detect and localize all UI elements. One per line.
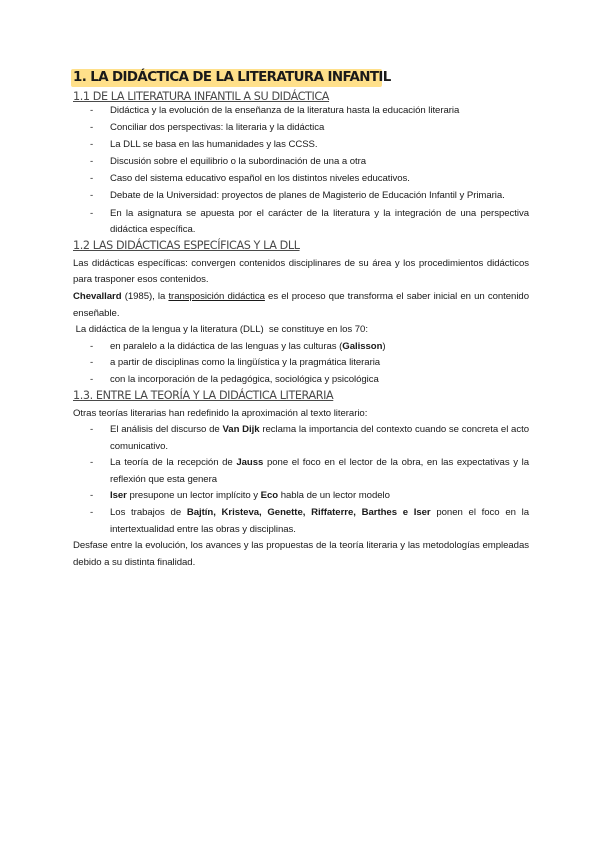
- list-item: - Los trabajos de Bajtín, Kristeva, Genette, Riffaterre, Barthes e Iser ponen el foco en la intertextualidad entre las obras y disciplinas.: [110, 505, 529, 538]
- list-item: - a partir de disciplinas como la lingüística y la pragmática literaria: [110, 355, 529, 372]
- author-iser: Iser: [110, 490, 127, 502]
- section-heading-1-3: 1.3. ENTRE LA TEORÍA Y LA DIDÁCTICA LITERARIA: [73, 388, 334, 402]
- author-jauss: Jauss: [236, 457, 264, 469]
- list-item: - La teoría de la recepción de Jauss pone el foco en el lector de la obra, en las expectativas y la reflexión que esta genera: [110, 455, 529, 488]
- authors-intertextualidad: Bajtín, Kristeva, Genette, Riffaterre, Barthes e Iser: [186, 507, 431, 519]
- section-1-1-list: [73, 103, 529, 239]
- list-item: - Debate de la Universidad: proyectos de planes de Magisterio de Educación Infantil y Primaria.: [110, 188, 529, 205]
- list-item: - Conciliar dos perspectivas: la literaria y la didáctica: [110, 120, 529, 137]
- section-heading-1-1: 1.1 DE LA LITERATURA INFANTIL A SU DIDÁCTICA: [73, 90, 330, 103]
- author-galisson: Galisson: [342, 340, 383, 352]
- paragraph-closing: Desfase entre la evolución, los avances y las propuestas de la teoría literaria y las metodologías empleadas debido a su distinta finalidad.: [73, 540, 529, 568]
- paragraph-especificas: Las didácticas específicas: convergen contenidos disciplinares de su área y los procedimientos didácticos para trasponer esos contenidos.: [73, 257, 529, 286]
- list-item: - En la asignatura se apuesta por el carácter de la literatura y la integración de una perspectiva didáctica específica.: [110, 206, 529, 239]
- list-item: - La DLL se basa en las humanidades y las CCSS.: [110, 137, 529, 154]
- term-transposicion: transposición didáctica: [168, 290, 265, 302]
- author-eco: Eco: [260, 490, 279, 502]
- list-item: - Didáctica y la evolución de la enseñanza de la literatura hasta la educación literaria: [110, 103, 529, 120]
- paragraph-intro: Otras teorías literarias han redefinido la aproximación al texto literario:: [73, 407, 368, 419]
- paragraph-dll: La didáctica de la lengua y la literatura (DLL) se constituye en los 70:: [73, 324, 368, 336]
- author-van-dijk: Van Dijk: [222, 424, 260, 436]
- document-page: [73, 66, 529, 571]
- page-title: 1. LA DIDÁCTICA DE LA LITERATURA INFANTIL: [73, 70, 391, 85]
- list-item: - Iser presupone un lector implícito y Eco habla de un lector modelo: [110, 488, 529, 505]
- list-item: - con la incorporación de la pedagógica, sociológica y psicológica: [110, 372, 529, 389]
- paragraph-chevallard: Chevallard (1985), la transposición didáctica es el proceso que transforma el saber inicial en un contenido enseñable.: [73, 290, 529, 319]
- list-item: - El análisis del discurso de Van Dijk reclama la importancia del contexto cuando se concreta el acto comunicativo.: [110, 422, 529, 455]
- section-heading-1-2: 1.2 LAS DIDÁCTICAS ESPECÍFICAS Y LA DLL: [73, 238, 300, 252]
- list-item: - Discusión sobre el equilibrio o la subordinación de una a otra: [110, 154, 529, 171]
- section-1-3-list: [73, 422, 529, 538]
- author-chevallard: Chevallard: [73, 290, 122, 302]
- list-item: - Caso del sistema educativo español en los distintos niveles educativos.: [110, 171, 529, 188]
- list-item: - en paralelo a la didáctica de las lenguas y las culturas (Galisson): [110, 339, 529, 356]
- title-block: [73, 66, 529, 90]
- section-1-2-list: [73, 339, 529, 389]
